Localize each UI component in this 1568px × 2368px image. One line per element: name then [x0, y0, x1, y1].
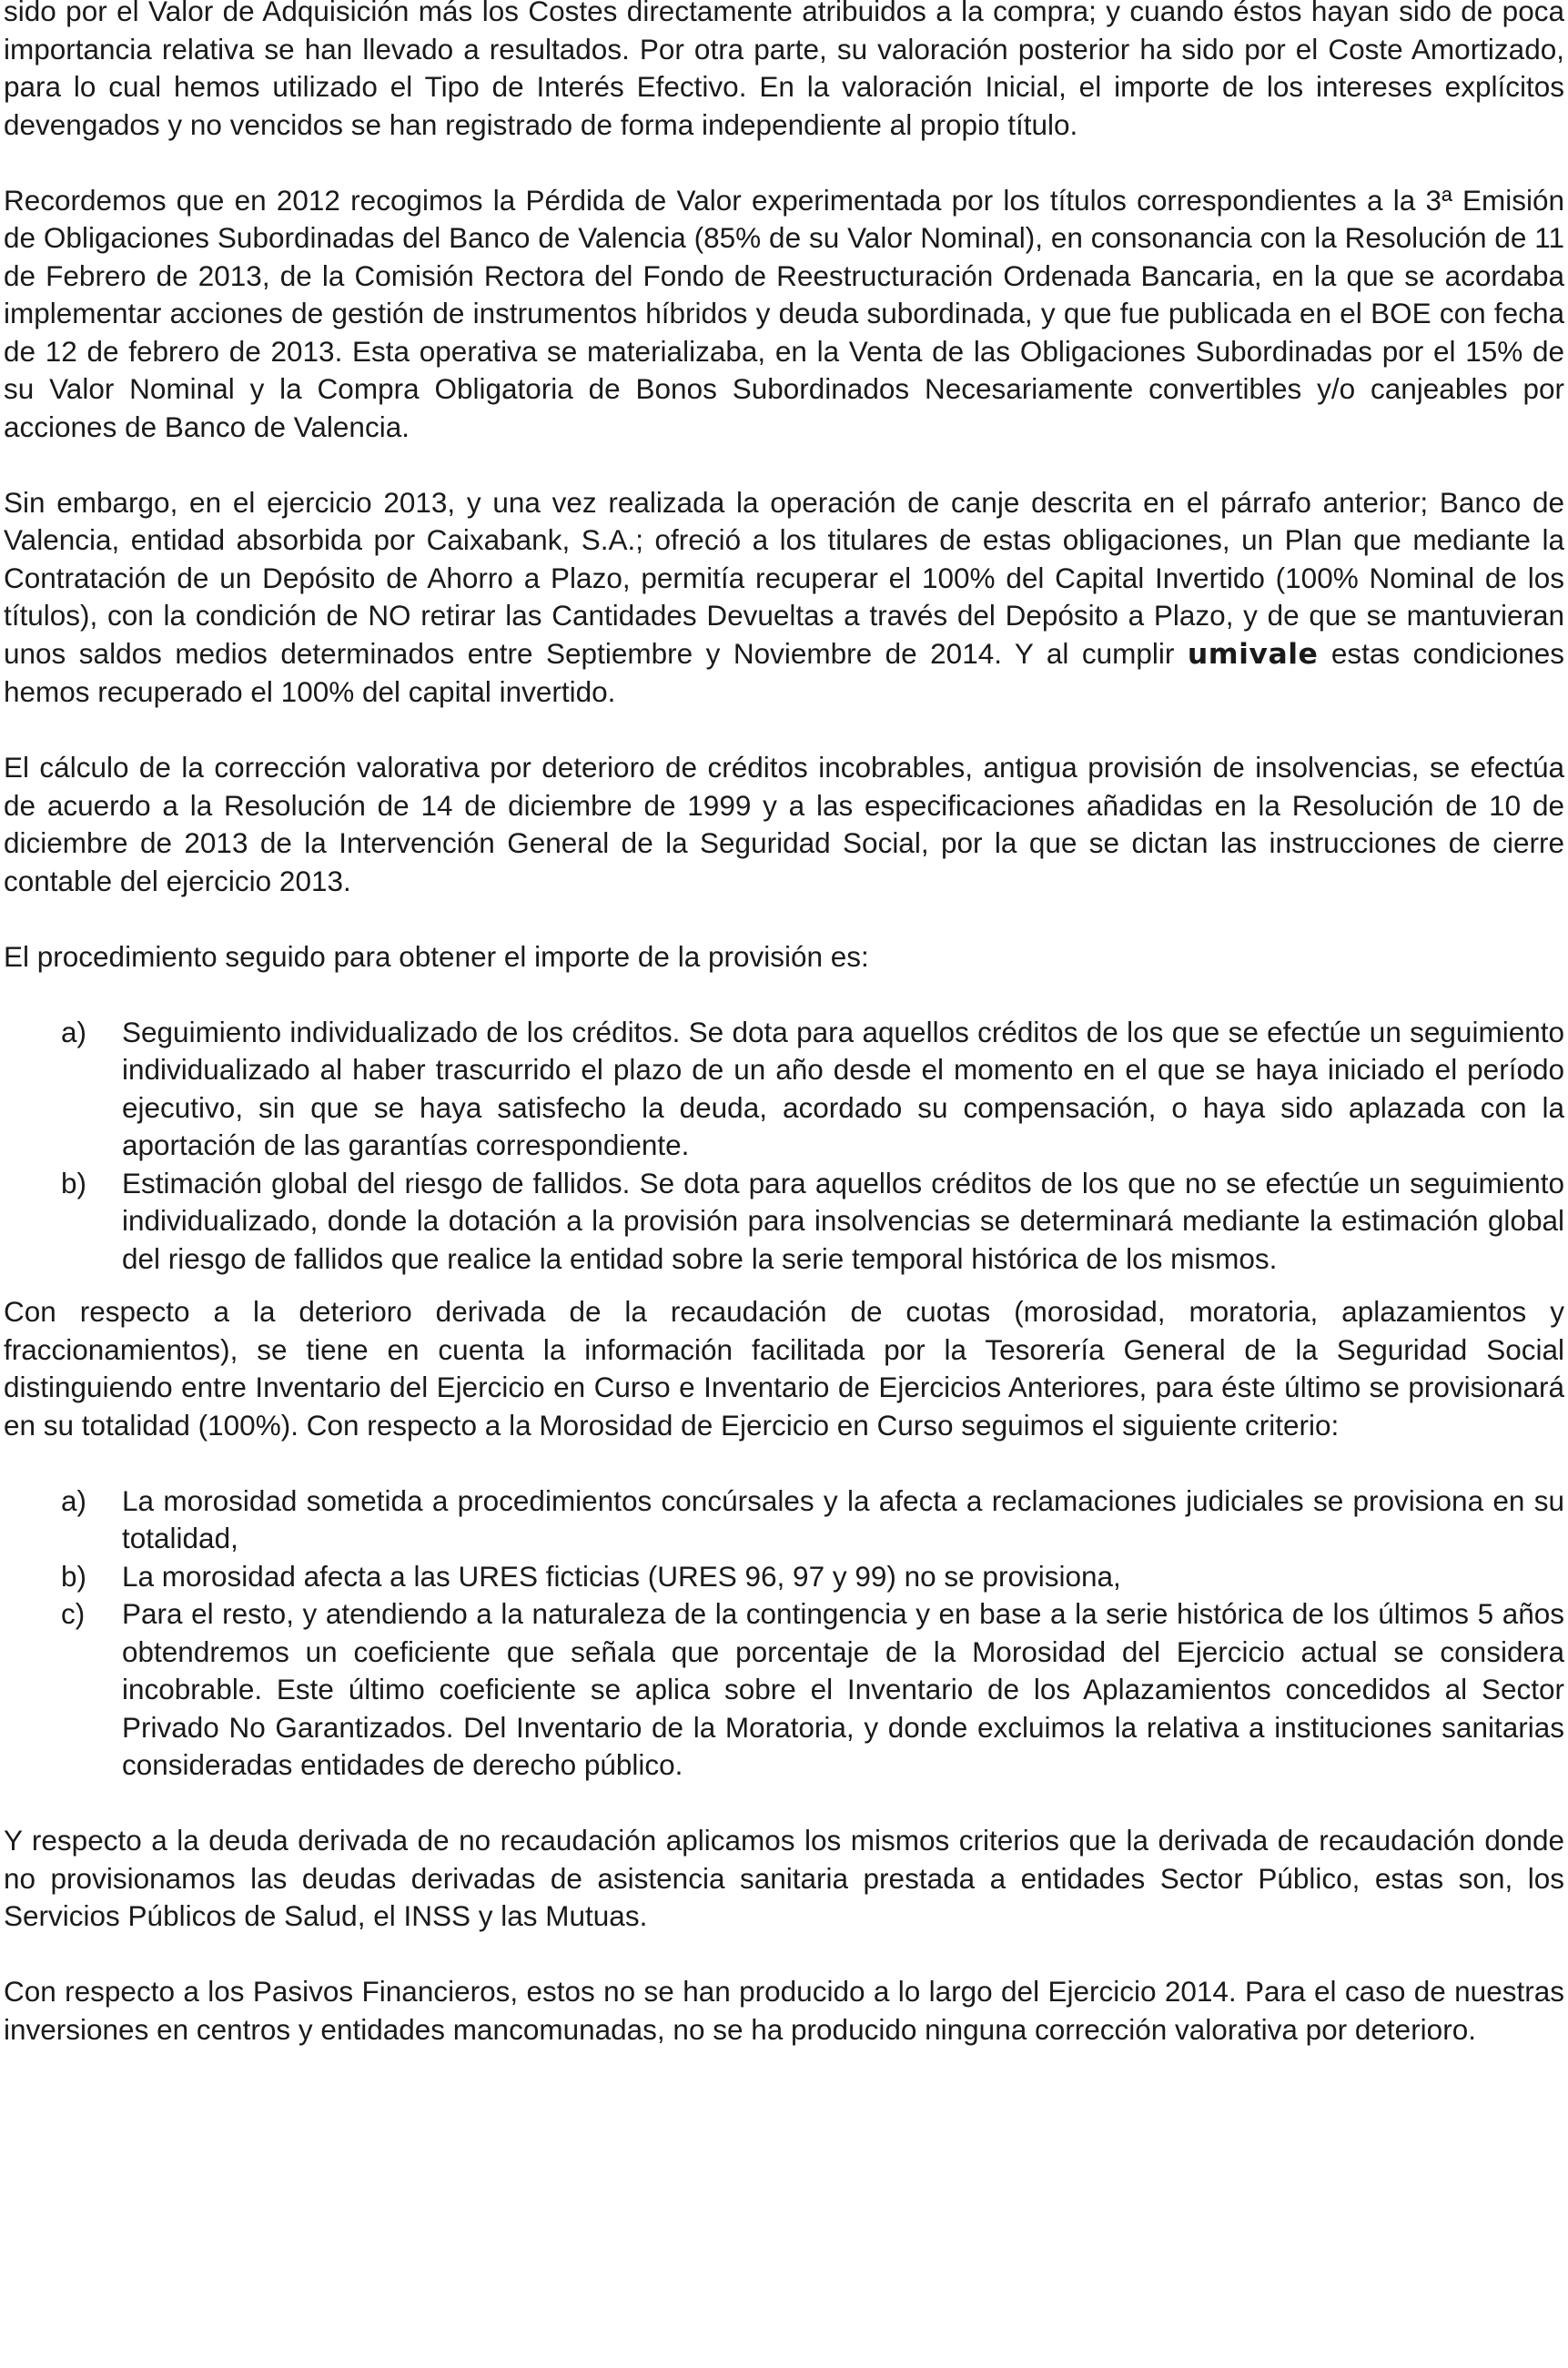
list-marker: b) — [61, 1166, 87, 1199]
list-item — [4, 1483, 1564, 1558]
paragraph-valuation: sido por el Valor de Adquisición más los Costes directamente atribuidos a la compra; y cuando éstos hayan sido de poca importancia relativa se han llevado a resultados. Por otra parte, su valoración posterior ha sido por el Coste Amortizado, para lo cual hemos utilizado el Tipo de Interés Efectivo. En la valoración Inicial, el importe de los intereses explícitos devengados y no vencidos se han registrado de forma independiente al propio título. — [4, 0, 1564, 141]
paragraph-financial-liabilities: Con respecto a los Pasivos Financieros, estos no se han producido a lo largo del Ejercicio 2014. Para el caso de nuestras inversiones en centros y entidades mancomunadas, no se ha producido ninguna corrección valorativa por deterioro. — [4, 1975, 1564, 2046]
list-item — [4, 1595, 1564, 1785]
paragraph-procedure-intro: El procedimiento seguido para obtener el importe de la provisión es: — [4, 939, 869, 973]
list-item-text: Para el resto, y atendiendo a la naturaleza de la contingencia y en base a la serie histórica de los últimos 5 años obtendremos un coeficiente que señala que porcentaje de la Morosidad del Ejercicio actual se considera incobrable. Este último coeficiente se aplica sobre el Inventario de los Aplazamientos concedidos al Sector Privado No Garantizados. Del Inventario de la Moratoria, y donde excluimos la relativa a instituciones sanitarias consideradas entidades de derecho público. — [122, 1597, 1564, 1781]
recovery-text-after: estas condiciones hemos recuperado el 100% del capital invertido. — [4, 636, 1564, 708]
paragraph-non-collection-debt: Y respecto a la deuda derivada de no recaudación aplicamos los mismos criterios que la derivada de recaudación donde no provisionamos las deudas derivadas de asistencia sanitaria prestada a entidades Sector Público, estas son, los Servicios Públicos de Salud, el INSS y las Mutuas. — [4, 1824, 1564, 1932]
list-item — [4, 1165, 1564, 1279]
list-item-text: La morosidad afecta a las URES ficticias (URES 96, 97 y 99) no se provisiona, — [122, 1559, 1121, 1593]
recovery-text-before: Sin embargo, en el ejercicio 2013, y una vez realizada la operación de canje descrita en el párrafo anterior; Banco de Valencia, entidad absorbida por Caixabank, S.A.; ofreció a los titulares de estas obligaciones, un Plan que mediante la Contratación de un Depósito de Ahorro a Plazo, permitía recuperar el 100% del Capital Invertido (100% Nominal de los títulos), con la condición de NO retirar las Cantidades Devueltas a través del Depósito a Plazo, y de que se mantuvieran unos saldos medios determinados entre Septiembre y Noviembre de 2014. Y al cumplir — [4, 485, 1564, 670]
umivale-brand: umivale — [1187, 637, 1319, 671]
list-item-text: Seguimiento individualizado de los créditos. Se dota para aquellos créditos de los que se efectúe un seguimiento individualizado al haber trascurrido el plazo de un año desde el momento en el que se haya iniciado el período ejecutivo, sin que se haya satisfecho la deuda, acordado su compensación, o haya sido aplazada con la aportación de las garantías correspondiente. — [122, 1015, 1564, 1161]
list-marker: c) — [61, 1597, 86, 1630]
list-item-text: Estimación global del riesgo de fallidos. Se dota para aquellos créditos de los que no se efectúe un seguimiento individualizado, donde la dotación a la provisión para insolvencias se determinará mediante la estimación global del riesgo de fallidos que realice la entidad sobre la serie temporal histórica de los mismos. — [122, 1166, 1564, 1275]
list-marker: b) — [61, 1559, 87, 1593]
paragraph-recovery-plan — [4, 484, 1564, 712]
list-marker: a) — [61, 1015, 87, 1048]
list-item-text: La morosidad sometida a procedimientos concúrsales y la afecta a reclamaciones judiciales se provisiona en su totalidad, — [122, 1483, 1564, 1554]
provision-procedure-list — [4, 1014, 1564, 1279]
paragraph-contributions-impairment: Con respecto a la deterioro derivada de la recaudación de cuotas (morosidad, moratoria, aplazamientos y fraccionamientos), se tiene en cuenta la información facilitada por la Tesorería General de la Seguridad Social distinguiendo entre Inventario del Ejercicio en Curso e Inventario de Ejercicios Anteriores, para éste último se provisionará en su totalidad (100%). Con respecto a la Morosidad de Ejercicio en Curso seguimos el siguiente criterio: — [4, 1295, 1564, 1442]
paragraph-banco-valencia-loss: Recordemos que en 2012 recogimos la Pérdida de Valor experimentada por los títulos correspondientes a la 3ª Emisión de Obligaciones Subordinadas del Banco de Valencia (85% de su Valor Nominal), en consonancia con la Resolución de 11 de Febrero de 2013, de la Comisión Rectora del Fondo de Reestructuración Ordenada Bancaria, en la que se acordaba implementar acciones de gestión de instrumentos híbridos y deuda subordinada, y que fue publicada en el BOE con fecha de 12 de febrero de 2013. Esta operativa se materializaba, en la Venta de las Obligaciones Subordinadas por el 15% de su Valor Nominal y la Compra Obligatoria de Bonos Subordinados Necesariamente convertibles y/o canjeables por acciones de Banco de Valencia. — [4, 183, 1564, 443]
paragraph-impairment-calculation: El cálculo de la corrección valorativa por deterioro de créditos incobrables, antigua provisión de insolvencias, se efectúa de acuerdo a la Resolución de 14 de diciembre de 1999 y a las especificaciones añadidas en la Resolución de 10 de diciembre de 2013 de la Intervención General de la Seguridad Social, por la que se dictan las instrucciones de cierre contable del ejercicio 2013. — [4, 751, 1564, 897]
list-marker: a) — [61, 1483, 87, 1517]
list-item — [4, 1558, 1564, 1596]
morosity-criteria-list — [4, 1483, 1564, 1785]
list-item — [4, 1014, 1564, 1165]
